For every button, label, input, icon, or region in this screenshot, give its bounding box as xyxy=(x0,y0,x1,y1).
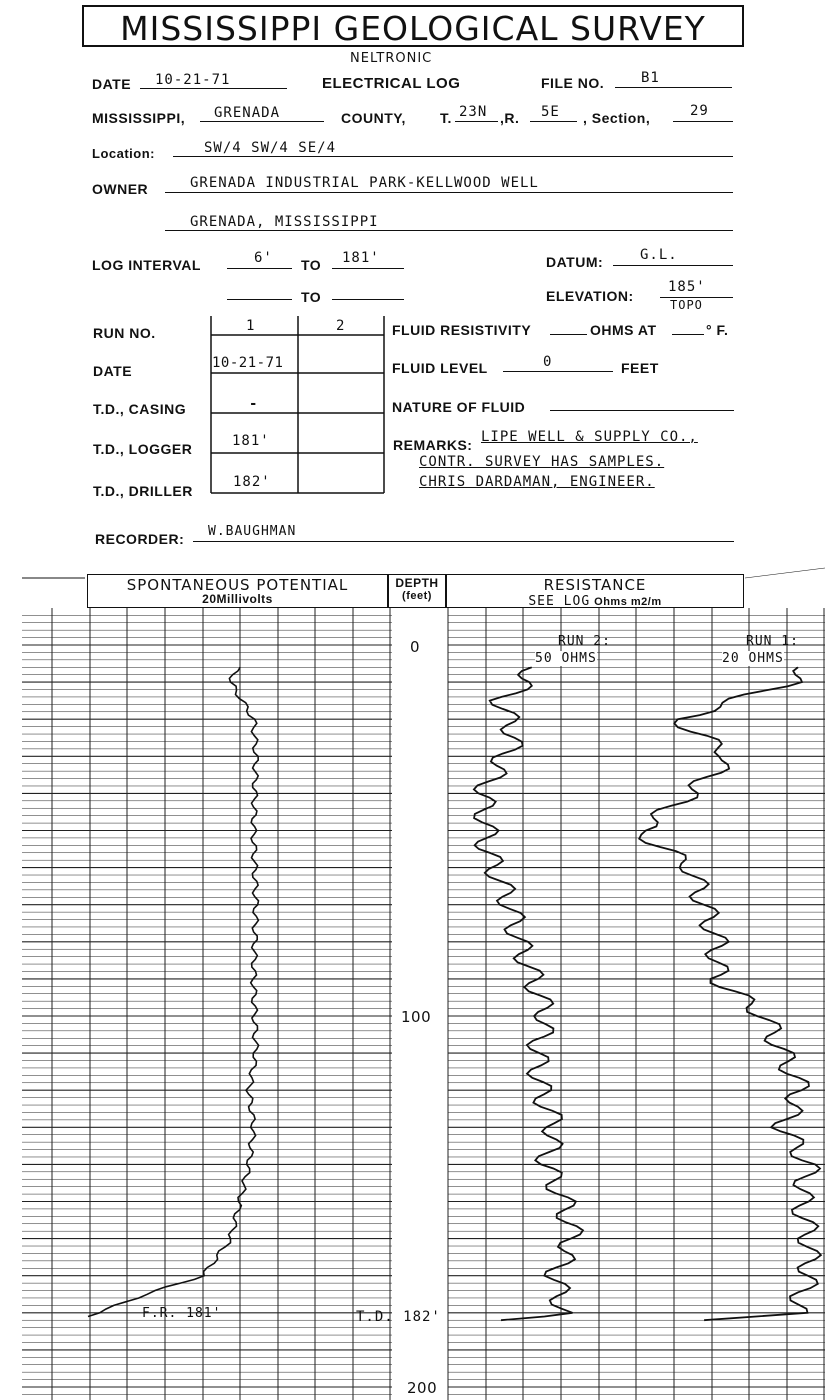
resistance-scale-b: Ohms m2/m xyxy=(594,596,662,608)
range-label: ,R. xyxy=(500,110,520,126)
to-label-2: TO xyxy=(301,289,322,305)
county-value: GRENADA xyxy=(214,105,281,121)
state-label: MISSISSIPPI, xyxy=(92,110,186,126)
log-grid xyxy=(22,608,825,1400)
run2-label: RUN 2: xyxy=(558,634,611,649)
td-casing-label: T.D., CASING xyxy=(93,401,187,417)
elevation-value: 185' xyxy=(668,279,706,295)
run1-scale: 20 OHMS xyxy=(722,651,784,666)
deg-f-label: ° F. xyxy=(706,322,729,338)
datum-label: DATUM: xyxy=(546,254,604,270)
owner-label: OWNER xyxy=(92,181,149,197)
depth-header xyxy=(388,574,446,608)
sp-header xyxy=(87,574,388,608)
fluid-resistivity-label: FLUID RESISTIVITY xyxy=(392,322,532,338)
remarks-label: REMARKS: xyxy=(393,437,473,453)
td-logger-label: T.D., LOGGER xyxy=(93,441,193,457)
owner-line1: GRENADA INDUSTRIAL PARK-KELLWOOD WELL xyxy=(190,175,539,191)
fluid-level-value: 0 xyxy=(543,354,553,370)
run1-date: 10-21-71 xyxy=(212,355,284,371)
run1-td-driller: 182' xyxy=(233,474,271,490)
section-label: , Section, xyxy=(583,110,651,126)
remarks-line2: CONTR. SURVEY HAS SAMPLES. xyxy=(419,454,665,470)
resistance-header xyxy=(446,574,744,608)
interval-from: 6' xyxy=(254,250,273,266)
curve-sp xyxy=(88,667,259,1316)
depth-tick-100: 100 xyxy=(401,1008,432,1026)
date-label: DATE xyxy=(92,76,132,92)
to-label: TO xyxy=(301,257,322,273)
ohms-at-label: OHMS AT xyxy=(590,322,657,338)
resistance-scale-a: SEE LOG xyxy=(528,594,591,609)
run2-scale: 50 OHMS xyxy=(535,651,597,666)
depth-tick-200: 200 xyxy=(407,1379,438,1397)
datum-value: G.L. xyxy=(640,247,678,263)
sp-title: SPONTANEOUS POTENTIAL xyxy=(126,576,349,594)
sp-scale: 20Millivolts xyxy=(202,592,273,606)
run-no-label: RUN NO. xyxy=(93,325,156,341)
elevation-note: TOPO xyxy=(670,298,703,312)
depth-title: DEPTH xyxy=(395,576,439,590)
location-value: SW/4 SW/4 SE/4 xyxy=(204,140,337,156)
remarks-line3: CHRIS DARDAMAN, ENGINEER. xyxy=(419,474,655,490)
date-value: 10-21-71 xyxy=(155,72,231,88)
township-value: 23N xyxy=(459,104,488,120)
fr-note: F.R. 181' xyxy=(142,1306,222,1321)
range-value: 5E xyxy=(541,104,560,120)
run2-no: 2 xyxy=(336,318,346,334)
nature-of-fluid-label: NATURE OF FLUID xyxy=(392,399,526,415)
section-value: 29 xyxy=(690,103,709,119)
county-label: COUNTY, xyxy=(341,110,406,126)
depth-unit: (feet) xyxy=(402,590,432,602)
run1-no: 1 xyxy=(246,318,256,334)
recorder-label: RECORDER: xyxy=(95,531,185,547)
run1-label: RUN 1: xyxy=(746,634,799,649)
remarks-line1: LIPE WELL & SUPPLY CO., xyxy=(481,429,698,445)
owner-line2: GRENADA, MISSISSIPPI xyxy=(190,214,379,230)
run1-td-casing: - xyxy=(249,396,259,412)
recorder-value: W.BAUGHMAN xyxy=(208,524,297,539)
feet-label: FEET xyxy=(621,360,659,376)
resistance-title: RESISTANCE xyxy=(543,576,647,594)
depth-tick-0: 0 xyxy=(410,638,421,656)
td-driller-label: T.D., DRILLER xyxy=(93,483,193,499)
interval-to: 181' xyxy=(342,250,380,266)
company-name: NELTRONIC xyxy=(350,51,433,66)
location-label: Location: xyxy=(92,146,155,161)
elevation-label: ELEVATION: xyxy=(546,288,634,304)
township-label: T. xyxy=(440,110,452,126)
run1-td-logger: 181' xyxy=(232,433,270,449)
log-interval-label: LOG INTERVAL xyxy=(92,257,201,273)
td-note: T.D. 182' xyxy=(356,1309,441,1325)
page-title: MISSISSIPPI GEOLOGICAL SURVEY xyxy=(120,9,706,48)
log-type: ELECTRICAL LOG xyxy=(322,75,461,92)
file-no-label: FILE NO. xyxy=(541,75,605,91)
run-date-label: DATE xyxy=(93,363,133,379)
run-table-lines xyxy=(211,316,384,493)
fluid-level-label: FLUID LEVEL xyxy=(392,360,488,376)
file-no-value: B1 xyxy=(641,70,660,86)
